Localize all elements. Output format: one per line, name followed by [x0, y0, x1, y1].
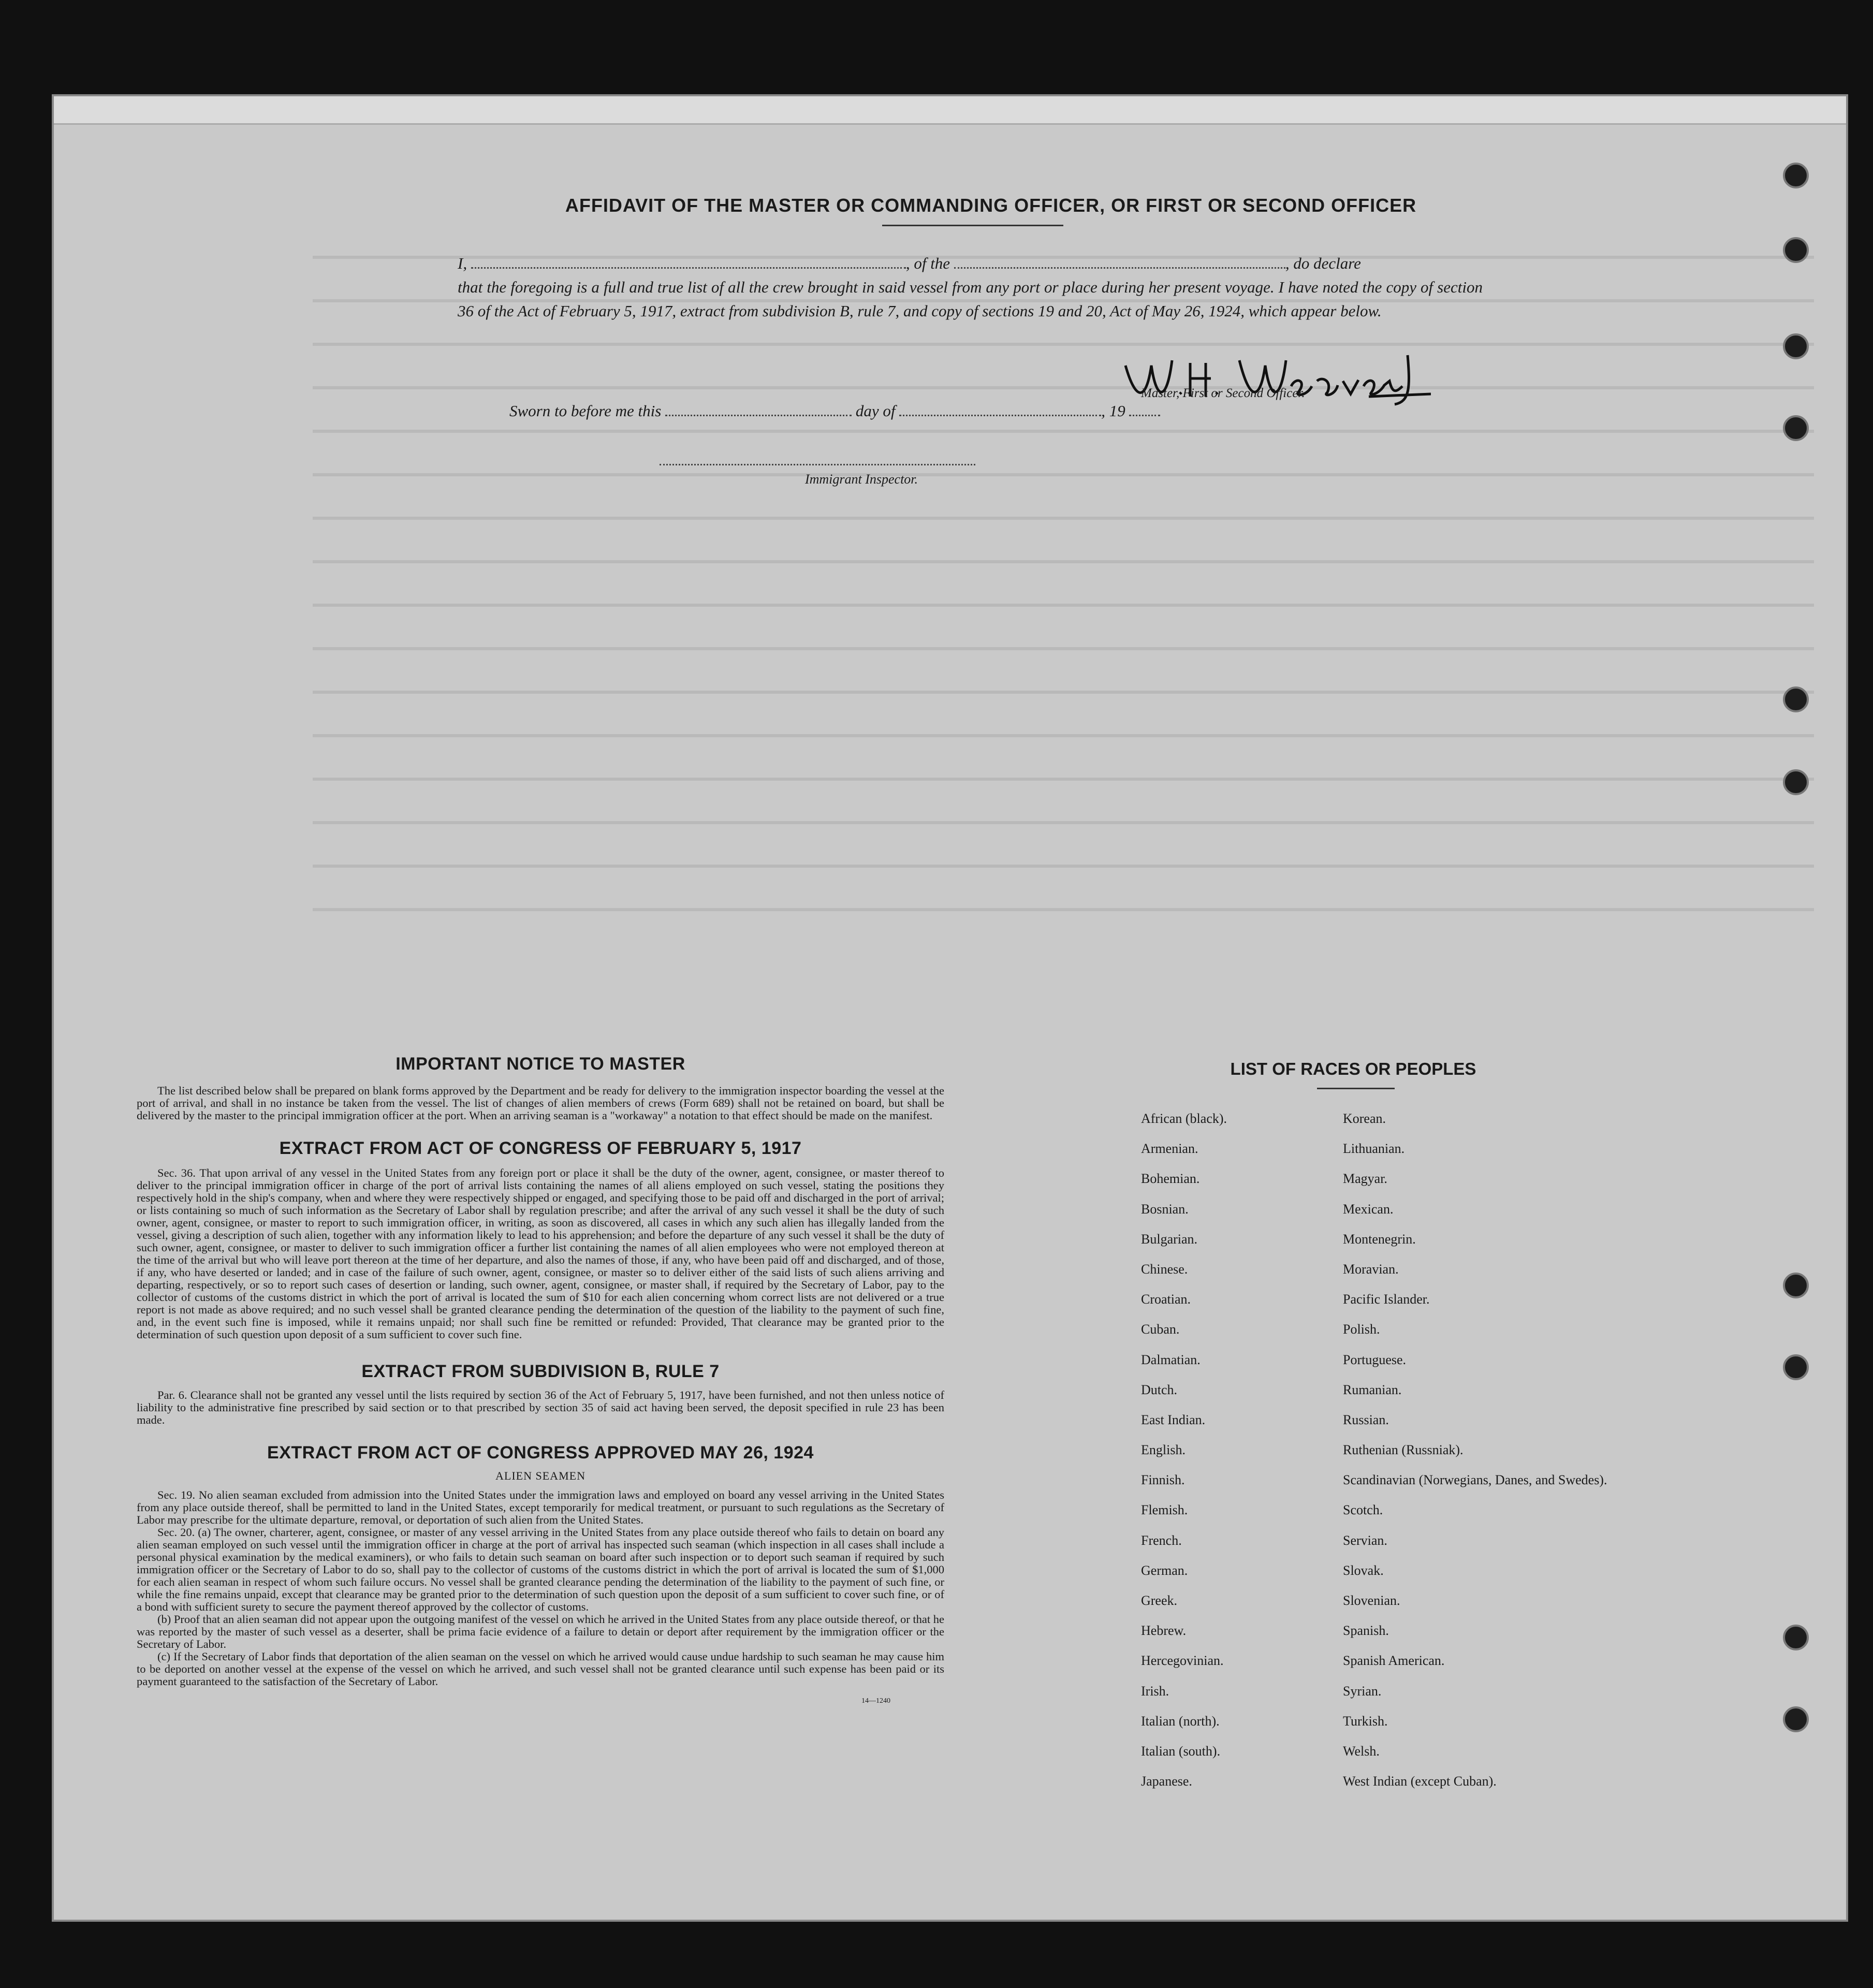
race-item: Bulgarian. — [1141, 1231, 1198, 1247]
notice-text: The list described below shall be prepared on blank forms approved by the Department and be ready for delivery to the immigration inspector boarding the vessel at the port of arrival, and shall in no instance be taken from the vessel. The list of changes of alien members of crews (Form 689) shall not be retained on board, but shall be delivered by the master to the principal immigration officer at the port. When an arriving seaman is a "workaway" a notation to that effect should be made on the manifest. — [137, 1084, 944, 1122]
race-item: Turkish. — [1343, 1713, 1388, 1729]
race-item: West Indian (except Cuban). — [1343, 1774, 1497, 1789]
race-item: Flemish. — [1141, 1502, 1188, 1518]
race-item: Italian (south). — [1141, 1743, 1221, 1759]
race-item: Russian. — [1343, 1412, 1389, 1427]
legal-column — [137, 1054, 944, 1705]
races-title: LIST OF RACES OR PEOPLES — [1230, 1059, 1476, 1078]
race-item: Slovak. — [1343, 1562, 1384, 1578]
races-right-column — [1343, 1111, 1612, 1804]
sworn-line — [509, 402, 1260, 420]
race-item: Croatian. — [1141, 1292, 1191, 1307]
binder-hole — [1783, 1354, 1809, 1380]
race-item: Polish. — [1343, 1322, 1380, 1337]
sec20c-text: (c) If the Secretary of Labor finds that deportation of the alien seaman on the vessel on which he arrived would cause undue hardship to such seaman he may cause him to be deported on another vessel at the expense of the vessel on which he arrived, and such vessel shall not be granted clearance until such expense has been paid or its payment guaranteed to the satisfaction of the Secretary of Labor. — [137, 1650, 944, 1688]
race-item: Hebrew. — [1141, 1623, 1187, 1639]
race-item: Korean. — [1343, 1111, 1386, 1126]
bleed-through-text — [313, 226, 1814, 1002]
rule7-title: EXTRACT FROM SUBDIVISION B, RULE 7 — [361, 1362, 720, 1381]
race-item: East Indian. — [1141, 1412, 1206, 1427]
affidavit-text — [458, 252, 1483, 323]
inspector-signature-line — [660, 464, 975, 465]
race-item: Greek. — [1141, 1593, 1178, 1608]
binder-hole — [1783, 163, 1809, 188]
binder-hole — [1783, 686, 1809, 712]
race-item: Ruthenian (Russniak). — [1343, 1442, 1464, 1458]
sworn-label: Sworn to before me this — [509, 402, 662, 420]
race-item: Bohemian. — [1141, 1171, 1200, 1187]
race-item: Spanish American. — [1343, 1653, 1445, 1669]
document-sheet — [52, 94, 1848, 1922]
rule7-text: Par. 6. Clearance shall not be granted any vessel until the lists required by section 36 of the Act of February 5, 1917, have been furnished, and not then unless notice of liability to the administrative fine prescribed by said section or to that prescribed by section 35 of said act having been served, the deposit specified in rule 23 has been made. — [137, 1388, 944, 1426]
sworn-month-blank — [899, 415, 1101, 416]
i-label: I, — [458, 254, 467, 272]
race-item: German. — [1141, 1562, 1188, 1578]
affidavit-body: that the foregoing is a full and true list of all the crew brought in said vessel from any port or place during her present voyage. I have noted the copy of section 36 of the Act of February 5, 1917, extract from subdivision B, rule 7, and copy of sections 19 and 20, Act of May 26, 1924, which appear below. — [458, 278, 1483, 320]
binder-hole — [1783, 1706, 1809, 1732]
sec20b-text: (b) Proof that an alien seaman did not appear upon the outgoing manifest of the vessel on which he arrived in the United States from any place outside thereof, or that he was reported by the master of such vessel as a deserter, shall be prima facie evidence of a failure to detain or deport after requirement by the immigration officer or the Secretary of Labor. — [137, 1613, 944, 1650]
race-item: Hercegovinian. — [1141, 1653, 1224, 1669]
binder-hole — [1783, 769, 1809, 795]
race-item: Mexican. — [1343, 1201, 1394, 1217]
notice-title: IMPORTANT NOTICE TO MASTER — [396, 1054, 685, 1074]
of-the-label: , of the — [905, 254, 950, 272]
race-item: French. — [1141, 1532, 1182, 1548]
sworn-day-blank — [665, 415, 852, 416]
binder-hole — [1783, 415, 1809, 441]
race-item: Lithuanian. — [1343, 1141, 1405, 1157]
race-item: Dutch. — [1141, 1382, 1178, 1397]
act1924-title: EXTRACT FROM ACT OF CONGRESS APPROVED MAY 26, 1924 — [267, 1443, 814, 1463]
race-item: Welsh. — [1343, 1743, 1380, 1759]
do-declare-label: , do declare — [1285, 254, 1361, 272]
race-item: Scandinavian (Norwegians, Danes, and Swedes). — [1343, 1472, 1607, 1488]
inspector-label: Immigrant Inspector. — [804, 472, 918, 487]
sec19-text: Sec. 19. No alien seaman excluded from admission into the United States under the immigration laws and employed on board any vessel arriving in the United States from any place outside thereof, shall be permitted to land in the United States, except temporarily for medical treatment, or pursuant to such regulations as the Secretary of Labor may prescribe for the ultimate departure, removal, or deportation of such alien from the United States. — [137, 1488, 944, 1526]
race-item: Armenian. — [1141, 1141, 1198, 1157]
affidavit-first-line — [458, 252, 1483, 275]
binder-hole — [1783, 333, 1809, 359]
form-number: 14—1240 — [861, 1697, 890, 1705]
year-prefix: , 19 — [1101, 402, 1125, 420]
affidavit-title: AFFIDAVIT OF THE MASTER OR COMMANDING OFFICER, OR FIRST OR SECOND OFFICER — [565, 195, 1417, 216]
signature-caption: Master, First or Second Officer. — [1141, 386, 1305, 400]
race-item: Chinese. — [1141, 1261, 1188, 1277]
race-item: Spanish. — [1343, 1623, 1389, 1639]
race-item: Portuguese. — [1343, 1352, 1407, 1367]
race-item: Moravian. — [1343, 1261, 1399, 1277]
title-underline — [882, 225, 1063, 226]
race-item: Finnish. — [1141, 1472, 1185, 1488]
race-item: Montenegrin. — [1343, 1231, 1416, 1247]
race-item: Syrian. — [1343, 1683, 1382, 1699]
sec20a-text: Sec. 20. (a) The owner, charterer, agent, consignee, or master of any vessel arriving in the United States from any place outside thereof who fails to detain on board any alien seaman employed on such vessel until the immigration officer in charge at the port of arrival has inspected such seaman (which inspection in all cases shall include a personal physical examination by the medical examiners), or who fails to detain such seaman on board after such inspection or to deport such seaman if required by such immigration officer or the Secretary of Labor to do so, shall pay to the collector of customs of the customs district in which the port of arrival is located the sum of $1,000 for each alien seaman in respect of whom such failure occurs. No vessel shall be granted clearance pending the determination of the liability to the payment of such fine, or while the fine remains unpaid, except that clearance may be granted prior to the determination of such question upon the deposit of a sum sufficient to cover such fine, or of a bond with sufficient surety to secure the payment thereof approved by the collector of customs. — [137, 1526, 944, 1613]
race-item: Cuban. — [1141, 1322, 1180, 1337]
race-item: Pacific Islander. — [1343, 1292, 1430, 1307]
race-item: Magyar. — [1343, 1171, 1387, 1187]
binder-hole — [1783, 1625, 1809, 1650]
race-item: Servian. — [1343, 1532, 1387, 1548]
race-item: Japanese. — [1141, 1774, 1192, 1789]
races-title-underline — [1317, 1088, 1395, 1089]
day-of-label: day of — [855, 402, 896, 420]
race-item: African (black). — [1141, 1111, 1227, 1126]
vessel-blank — [954, 267, 1285, 269]
act1917-text: Sec. 36. That upon arrival of any vessel in the United States from any foreign port or place it shall be the duty of the owner, agent, consignee, or master thereof to deliver to the principal immigration officer in charge of the port of arrival lists containing the names of all aliens employed on such vessel, stating the positions they respectively hold in the ship's company, when and where they were respectively shipped or engaged, and specifying those to be paid off and discharged in the port of arrival; or lists containing so much of such information as the Secretary of Labor shall by regulation prescribe; and after the arrival of any such vessel it shall be the duty of such owner, agent, consignee, or master to report to such immigration officer, in writing, as soon as discovered, all cases in which any such alien has illegally landed from the vessel, giving a description of such alien, together with any information likely to lead to his apprehension; and before the departure of any such vessel it shall be the duty of such owner, agent, consignee, or master to deliver to such immigration officer a further list containing the names of all alien employees who were not employed thereon at the time of the arrival but who will leave port thereon at the time of her departure, and also the names of those, if any, who have been paid off and discharged, and of those, if any, who have deserted or landed; and in case of the failure of such owner, agent, consignee, or master so to deliver either of the said lists of such aliens arriving and departing, respectively, or so to report such cases of desertion or landing, such owner, agent, consignee, or master shall, if required by the Secretary of Labor, pay to the collector of customs of the customs district in which the port of arrival is located the sum of $10 for each alien concerning whom correct lists are not delivered or a true report is not made as above required; and no such vessel shall be granted clearance pending the determination of the question of the liability to the payment of such fine, and, in the event such fine is imposed, while it remains unpaid; nor shall such fine be remitted or refunded: Provided, That clearance may be granted prior to the determination of such question upon deposit of a sum sufficient to cover such fine. — [137, 1166, 944, 1341]
act1924-subtitle: ALIEN SEAMEN — [495, 1469, 586, 1482]
race-item: English. — [1141, 1442, 1186, 1458]
act1917-title: EXTRACT FROM ACT OF CONGRESS OF FEBRUARY 5, 1917 — [279, 1138, 802, 1158]
race-item: Slovenian. — [1343, 1593, 1400, 1608]
race-item: Dalmatian. — [1141, 1352, 1201, 1367]
race-item: Irish. — [1141, 1683, 1169, 1699]
race-item: Bosnian. — [1141, 1201, 1189, 1217]
top-margin-band — [54, 96, 1846, 125]
race-item: Italian (north). — [1141, 1713, 1220, 1729]
sworn-year-blank — [1129, 415, 1160, 416]
race-item: Rumanian. — [1343, 1382, 1402, 1397]
binder-hole — [1783, 237, 1809, 263]
race-item: Scotch. — [1343, 1502, 1383, 1518]
binder-hole — [1783, 1273, 1809, 1298]
races-left-column — [1141, 1111, 1338, 1804]
name-blank — [471, 267, 906, 269]
